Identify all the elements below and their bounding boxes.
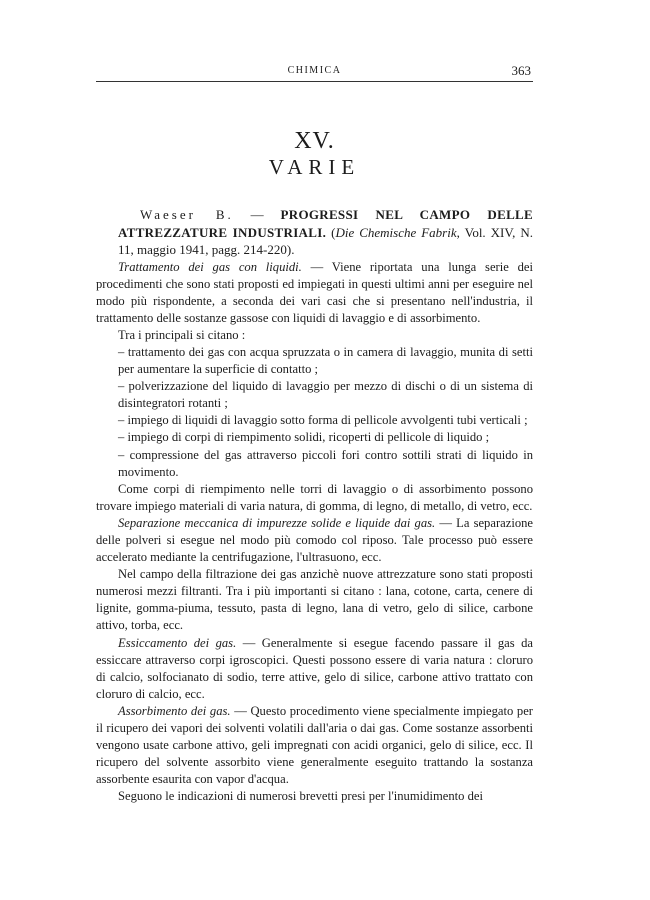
list-item: – impiego di corpi di riempimento solidi, ricoperti di pellicole di liquido ; <box>118 430 490 445</box>
chapter-number: XV. <box>294 128 335 154</box>
list-item: – impiego di liquidi di lavaggio sotto forma di pellicole avvolgenti tubi verticali ; <box>118 413 528 428</box>
list-item: – trattamento dei gas con acqua spruzzata o in camera di lavaggio, munita di setti per aumentare la superficie di contatto ; <box>118 344 533 377</box>
article-author: Waeser B. <box>140 207 234 222</box>
article-source-journal: Die Chemische Fabrik <box>335 224 457 240</box>
paragraph-trattamento-text: — Viene riportata una lunga serie dei procedimenti che sono stati proposti ed impiegati in questi ultimi anni per eseguire nel modo più rispondente, a seconda dei vari casi che si presentano nell'industria, il trattamento delle sostanze gassose con liquidi di lavaggio e di assorbimento. <box>96 259 533 325</box>
paragraph-essiccamento-text: — Generalmente si esegue facendo passare il gas da essiccare attraverso corpi igroscopici. Questi possono essere di varia natura : cloruro di calcio, solfocianato di sodio, terre attive, gelo di silice, carbone attivo trattato con cloruro di calcio, ecc. <box>96 635 533 701</box>
article-title: PROGRESSI NEL CAMPO DELLE ATTREZZATURE INDUSTRIALI. <box>118 207 533 240</box>
paragraph-assorbimento-text: — Questo procedimento viene specialmente impiegato per il ricupero dei vapori dei solventi volatili dall'aria o dai gas. Come sostanze assorbenti vengono usate carbone attivo, geli impregnati con acidi organici, gelo di silice, ecc. Il ricupero del solvente assorbito viene generalmente eseguito trattando la sostanza assorbente esaurita con vapor d'acqua. <box>96 703 533 787</box>
page-number: 363 <box>511 63 531 78</box>
paragraph-filtrazione: Nel campo della filtrazione dei gas anzichè nuove attrezzature sono stati proposti numerosi mezzi filtranti. Tra i più importanti si citano : lana, cotone, carta, cenere di lignite, gomma-piuma, tessuto, pasta di legno, lana di vetro, gelo di silice, carbone attivo, torba, ecc. <box>96 567 533 633</box>
paragraph-principali-intro: Tra i principali si citano : <box>118 327 246 342</box>
section-heading-separazione: Separazione meccanica di impurezze solide e liquide dai gas. <box>118 515 436 530</box>
list-item: – compressione del gas attraverso piccoli fori contro sottili strati di liquido in movimento. <box>118 447 533 479</box>
article-heading: Waeser B. — PROGRESSI NEL CAMPO DELLE ATTREZZATURE INDUSTRIALI. (Die Chemische Fabrik, Vol. XIV, N. 11, maggio 1941, pagg. 214-220). <box>118 207 533 257</box>
article-source-details: , Vol. XIV, N. 11, maggio 1941, pagg. 214-220). <box>118 224 533 257</box>
paragraph-essiccamento <box>96 635 533 703</box>
paragraph-brevetti: Seguono le indicazioni di numerosi brevetti presi per l'inumidimento dei <box>118 789 483 804</box>
paragraph-trattamento <box>96 259 533 327</box>
list-item: – polverizzazione del liquido di lavaggio per mezzo di dischi o di un sistema di disintegratori rotanti ; <box>118 379 533 411</box>
article-dash: — <box>233 207 281 222</box>
paragraph-separazione <box>96 515 533 566</box>
paragraph-corpi-riempimento: Come corpi di riempimento nelle torri di lavaggio o di assorbimento possono trovare impiego materiali di varia natura, di gomma, di legno, di metallo, di vetro, ecc. <box>96 481 533 513</box>
running-head-title: CHIMICA <box>287 65 342 76</box>
chapter-title: VARIE <box>268 155 361 179</box>
body-text <box>96 206 533 806</box>
running-head <box>96 63 533 82</box>
section-heading-assorbimento: Assorbimento dei gas. <box>118 703 231 718</box>
section-heading-trattamento: Trattamento dei gas con liquidi. <box>118 259 302 274</box>
section-heading-essiccamento: Essiccamento dei gas. <box>118 635 237 650</box>
paragraph-separazione-text: — La separazione delle polveri si esegue nel modo più comodo col riposo. Tale processo può essere accelerato mediante la centrifugazione, l'ultrasuono, ecc. <box>96 515 534 565</box>
paragraph-assorbimento <box>96 703 533 788</box>
